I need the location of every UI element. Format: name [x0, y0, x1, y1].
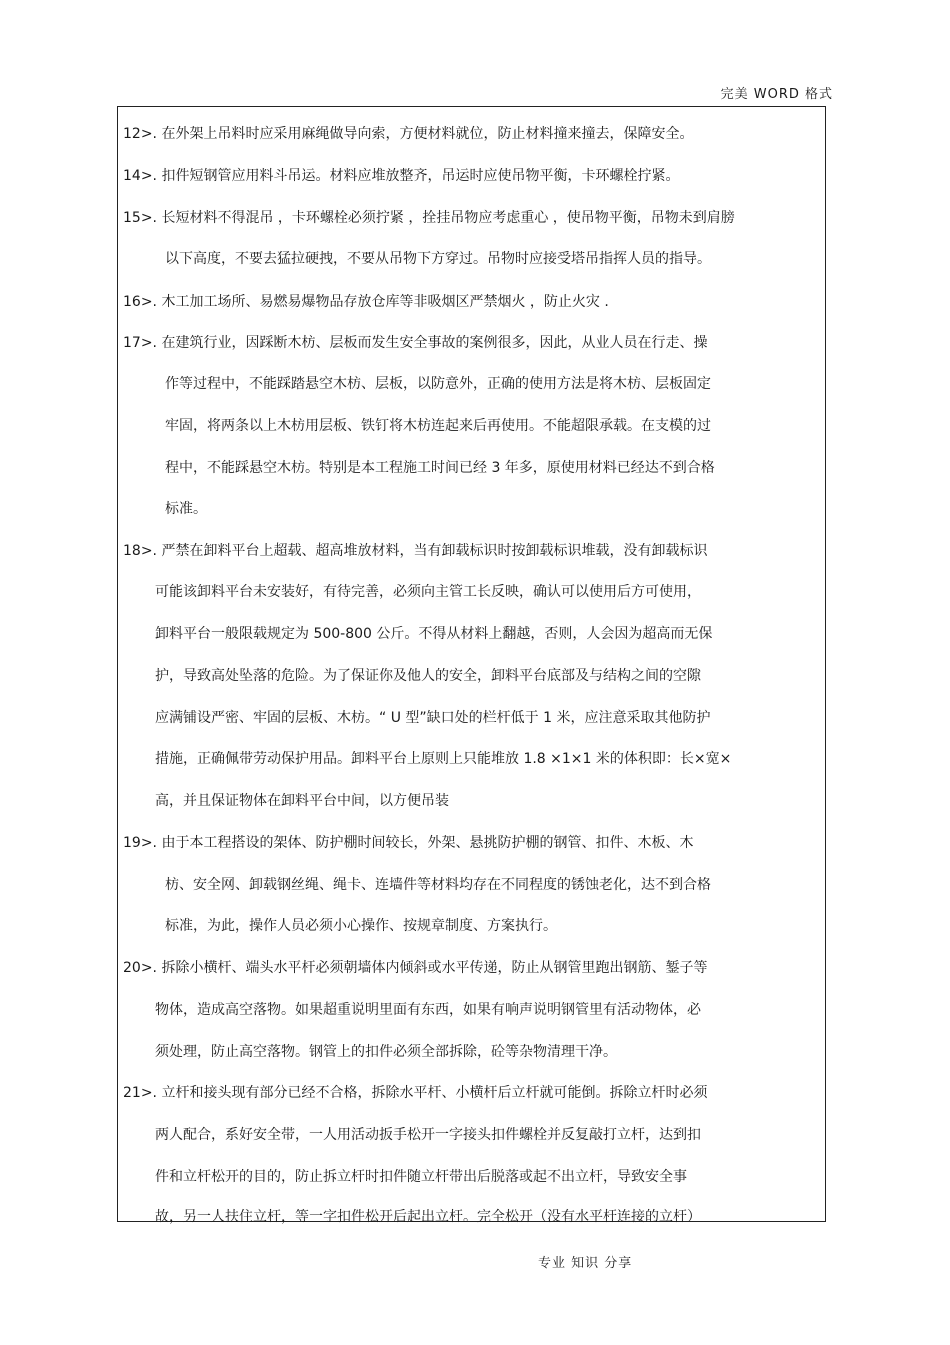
paragraph-21-line-4: 故，另一人扶住立杆，等一字扣件松开后起出立杆。完全松开（没有水平杆连接的立杆）: [155, 1209, 701, 1225]
paragraph-16: 16>. 木工加工场所、易燃易爆物品存放仓库等非吸烟区严禁烟火 ，防止火灾 .: [123, 294, 609, 310]
paragraph-18-line-6: 措施，正确佩带劳动保护用品。卸料平台上原则上只能堆放 1.8 ×1×1 米的体积即：长×宽×: [155, 751, 732, 767]
paragraph-18-line-1: 18>. 严禁在卸料平台上超载、超高堆放材料，当有卸载标识时按卸载标识堆载，没有卸载标识: [123, 543, 708, 559]
paragraph-17-line-4: 程中，不能踩悬空木枋。特别是本工程施工时间已经 3 年多，原使用材料已经达不到合格: [165, 460, 715, 476]
page-header: 完美 WORD 格式: [720, 87, 833, 102]
paragraph-20-line-2: 物体，造成高空落物。如果超重说明里面有东西，如果有响声说明钢管里有活动物体，必: [155, 1002, 701, 1018]
paragraph-18-line-5: 应满铺设严密、牢固的层板、木枋。“ U 型”缺口处的栏杆低于 1 米，应注意采取其他防护: [155, 710, 711, 726]
paragraph-17-line-3: 牢固，将两条以上木枋用层板、铁钉将木枋连起来后再使用。不能超限承载。在支模的过: [165, 418, 711, 434]
paragraph-19-line-2: 枋、安全网、卸载钢丝绳、绳卡、连墙件等材料均存在不同程度的锈蚀老化，达不到合格: [165, 877, 711, 893]
paragraph-12: 12>. 在外架上吊料时应采用麻绳做导向索，方便材料就位，防止材料撞来撞去，保障安全。: [123, 126, 694, 142]
paragraph-19-line-1: 19>. 由于本工程搭设的架体、防护棚时间较长，外架、悬挑防护棚的钢管、扣件、木板、木: [123, 835, 694, 851]
paragraph-21-line-1: 21>. 立杆和接头现有部分已经不合格，拆除水平杆、小横杆后立杆就可能倒。拆除立杆时必须: [123, 1085, 708, 1101]
paragraph-19-line-3: 标准，为此，操作人员必须小心操作、按规章制度、方案执行。: [165, 918, 557, 934]
paragraph-14: 14>. 扣件短钢管应用料斗吊运。材料应堆放整齐，吊运时应使吊物平衡，卡环螺栓拧紧。: [123, 168, 680, 184]
paragraph-20-line-3: 须处理，防止高空落物。钢管上的扣件必须全部拆除，砼等杂物清理干净。: [155, 1044, 617, 1060]
paragraph-17-line-2: 作等过程中，不能踩踏悬空木枋、层板，以防意外，正确的使用方法是将木枋、层板固定: [165, 376, 711, 392]
paragraph-21-line-3: 件和立杆松开的目的，防止拆立杆时扣件随立杆带出后脱落或起不出立杆，导致安全事: [155, 1169, 687, 1185]
paragraph-15-line-2: 以下高度，不要去猛拉硬拽，不要从吊物下方穿过。吊物时应接受塔吊指挥人员的指导。: [165, 251, 711, 267]
paragraph-17-line-5: 标准。: [165, 501, 207, 517]
page-footer: 专业 知识 分享: [538, 1256, 633, 1271]
paragraph-21-line-2: 两人配合，系好安全带，一人用活动扳手松开一字接头扣件螺栓并反复敲打立杆，达到扣: [155, 1127, 701, 1143]
paragraph-18-line-3: 卸料平台一般限载规定为 500-800 公斤。不得从材料上翻越，否则，人会因为超高而无保: [155, 626, 713, 642]
paragraph-18-line-7: 高，并且保证物体在卸料平台中间，以方便吊装: [155, 793, 449, 809]
paragraph-15-line-1: 15>. 长短材料不得混吊 ，卡环螺栓必须拧紧 ，拴挂吊物应考虑重心 ，使吊物平衡，吊物未到肩膀: [123, 210, 735, 226]
paragraph-20-line-1: 20>. 拆除小横杆、端头水平杆必须朝墙体内倾斜或水平传递，防止从钢管里跑出钢筋、錾子等: [123, 960, 708, 976]
paragraph-18-line-2: 可能该卸料平台未安装好，有待完善，必须向主管工长反映，确认可以使用后方可使用，: [155, 584, 701, 600]
paragraph-18-line-4: 护，导致高处坠落的危险。为了保证你及他人的安全，卸料平台底部及与结构之间的空隙: [155, 668, 701, 684]
paragraph-17-line-1: 17>. 在建筑行业，因踩断木枋、层板而发生安全事故的案例很多，因此，从业人员在行走、操: [123, 335, 708, 351]
